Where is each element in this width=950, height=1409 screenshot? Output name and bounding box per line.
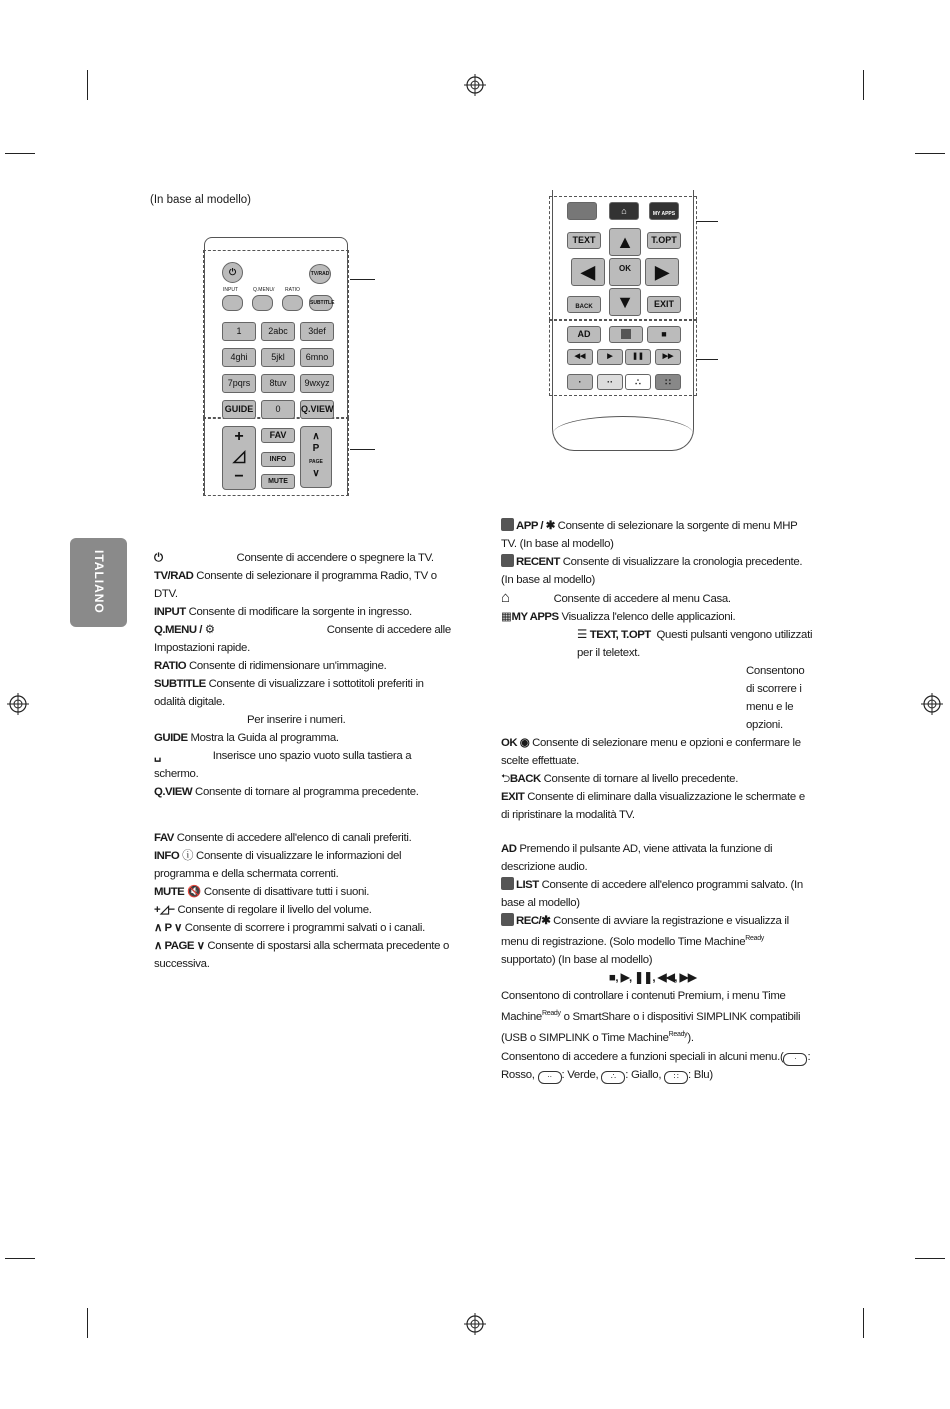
rewind-button-illus: ◀◀	[567, 349, 593, 365]
crop-mark	[5, 153, 35, 154]
info-key-illus: INFO	[261, 452, 295, 467]
desc-item	[154, 729, 454, 747]
number-key-illus: 4ghi	[222, 348, 256, 367]
playback-keys: ■, ▶, ❚❚, ◀◀, ▶▶	[609, 971, 697, 984]
desc-key: RATIO	[154, 660, 187, 672]
number-key-illus: 6mno	[300, 348, 334, 367]
back-button-illus: BACK	[567, 296, 601, 313]
desc-key: TV/RAD	[154, 570, 194, 582]
desc-text: Per inserire i numeri.	[247, 714, 346, 726]
fav-key-illus: FAV	[261, 428, 295, 443]
red-button-illus: ·	[567, 374, 593, 390]
grid-icon: ▦	[501, 611, 512, 623]
desc-key: Q.MENU /	[154, 624, 202, 636]
green-button-illus: ··	[597, 374, 623, 390]
color-label: : Blu)	[688, 1069, 713, 1082]
desc-text: Consente di scorrere i programmi salvati o i canali.	[184, 922, 425, 934]
desc-text: Consente di tornare al livello precedente.	[543, 773, 739, 785]
desc-key: APP / ✱	[516, 520, 555, 532]
stop-button-illus: ■	[647, 326, 681, 343]
desc-key: ∧ PAGE ∨	[154, 940, 205, 952]
zero-key-illus: 0	[261, 400, 295, 419]
desc-item	[501, 662, 815, 734]
remote-left-illustration	[204, 237, 348, 496]
power-button-illus: ⏻	[222, 262, 243, 283]
back-icon: ⮌	[501, 773, 510, 785]
desc-key: REC/✱	[516, 915, 551, 927]
play-button-illus: ▶	[597, 349, 623, 365]
desc-text: Questi pulsanti vengono utilizzati per il teletext.	[577, 629, 813, 659]
crop-mark	[87, 70, 88, 100]
app-button-illus	[567, 202, 597, 220]
green-key-icon: ··	[538, 1071, 562, 1084]
language-label: ITALIANO	[92, 550, 106, 614]
desc-key: EXIT	[501, 791, 525, 803]
pause-button-illus: ❚❚	[625, 349, 651, 365]
home-icon: ⌂	[501, 589, 510, 606]
desc-text: Consente di eliminare dalla visualizzazione le schermate e di ripristinare la modalità TV.	[501, 791, 805, 821]
registration-mark-icon	[921, 693, 943, 715]
right-arrow-illus: ▶	[645, 258, 679, 286]
text-icon: ☰	[577, 629, 587, 641]
callout-line	[350, 279, 375, 280]
desc-text: Consente di accedere all'elenco programmi salvato. (In base al modello)	[501, 879, 803, 909]
crop-mark	[863, 70, 864, 100]
guide-key-illus: GUIDE	[222, 400, 256, 419]
desc-key: OK ◉	[501, 737, 530, 749]
desc-item	[501, 608, 815, 626]
desc-item: Q.MENU / ⚙ Consente di accedere alle Impostazioni rapide.	[154, 624, 451, 654]
desc-key: ∧ P ∨	[154, 922, 182, 934]
desc-text: Consente di accedere alle Impostazioni rapide.	[154, 624, 451, 654]
desc-text: Consente di visualizzare le informazioni del programma e della schermata correnti.	[154, 850, 402, 880]
red-key-icon: ·	[783, 1053, 807, 1066]
callout-line	[350, 449, 375, 450]
desc-item	[154, 657, 454, 675]
desc-item	[154, 603, 454, 621]
desc-item	[501, 553, 815, 589]
color-label: : Verde,	[561, 1069, 602, 1082]
desc-item	[501, 788, 815, 824]
ready-superscript: Ready	[541, 1009, 561, 1017]
desc-item	[501, 876, 815, 912]
desc-text: Mostra la Guida al programma.	[190, 732, 339, 744]
number-key-illus: 8tuv	[261, 374, 295, 393]
desc-text: ).	[687, 1031, 694, 1044]
desc-text: Consente di disattivare tutti i suoni.	[203, 886, 370, 898]
desc-key: AD	[501, 843, 517, 855]
desc-item	[154, 919, 454, 937]
ratio-button-illus	[282, 295, 303, 311]
desc-text: Premendo il pulsante AD, viene attivata la funzione di descrizione audio.	[501, 843, 773, 873]
desc-text: Consente di visualizzare i sottotitoli preferiti in odalità digitale.	[154, 678, 424, 708]
subtitle-button-illus: SUBTITLE	[309, 295, 333, 311]
desc-text: Consente di accedere al menu Casa.	[553, 593, 731, 605]
desc-key: Q.VIEW	[154, 786, 193, 798]
ready-superscript: Ready	[668, 1030, 688, 1038]
color-label: : Giallo,	[625, 1069, 665, 1082]
color-label: : Rosso,	[501, 1051, 811, 1082]
left-description-list-b	[154, 829, 454, 973]
desc-key: ␣	[154, 750, 161, 762]
desc-text: Consente di spostarsi alla schermata precedente o successiva.	[154, 940, 450, 970]
up-arrow-illus: ▲	[609, 228, 641, 256]
desc-text: Consente di visualizzare la cronologia precedente. (In base al modello)	[501, 556, 803, 586]
desc-item	[154, 711, 454, 729]
desc-item	[154, 549, 454, 567]
ok-button-illus: OK	[609, 258, 641, 286]
desc-item	[154, 901, 454, 919]
input-button-illus	[222, 295, 243, 311]
desc-key: SUBTITLE	[154, 678, 206, 690]
crop-mark	[915, 1258, 945, 1259]
desc-key: RECENT	[516, 556, 560, 568]
volume-rocker-illus: + ◿ −	[222, 426, 256, 490]
number-key-illus: 1	[222, 322, 256, 341]
ready-superscript: Ready	[745, 935, 764, 942]
desc-item	[154, 937, 454, 973]
mute-key-illus: MUTE	[261, 474, 295, 489]
desc-key: +◿−	[154, 904, 175, 916]
number-key-illus: 7pqrs	[222, 374, 256, 393]
yellow-button-illus: ∴	[625, 374, 651, 390]
desc-item	[154, 675, 454, 711]
desc-key: GUIDE	[154, 732, 188, 744]
desc-text: supportato) (In base al modello)	[501, 953, 653, 966]
desc-item	[154, 829, 454, 847]
desc-item	[501, 1048, 815, 1084]
callout-line	[696, 359, 718, 360]
desc-item: MUTE 🔇 Consente di disattivare tutti i suoni.	[154, 886, 370, 898]
left-arrow-illus: ◀	[571, 258, 605, 286]
desc-key: INPUT	[154, 606, 186, 618]
left-description-list-a	[154, 549, 454, 801]
crop-mark	[915, 153, 945, 154]
desc-key: ⏻	[154, 552, 163, 564]
desc-key: INFO	[154, 850, 180, 862]
square-key-icon	[501, 518, 514, 531]
desc-text: Consente di selezionare la sorgente di menu MHP TV. (In base al modello)	[501, 520, 798, 550]
desc-item	[154, 567, 454, 603]
desc-text: Consente di selezionare il programma Radio, TV o DTV.	[154, 570, 437, 600]
number-key-illus: 2abc	[261, 322, 295, 341]
model-caption: (In base al modello)	[150, 194, 251, 206]
myapps-button-illus: MY APPS	[649, 202, 679, 220]
desc-text: Consente di regolare il livello del volume.	[177, 904, 372, 916]
desc-key: FAV	[154, 832, 174, 844]
blue-key-icon: ∷	[664, 1071, 688, 1084]
crop-mark	[863, 1308, 864, 1338]
desc-text: Inserisce uno spazio vuoto sulla tastiera a schermo.	[154, 750, 412, 780]
square-key-icon	[501, 554, 514, 567]
desc-text: Consente di modificare la sorgente in ingresso.	[188, 606, 412, 618]
desc-item	[501, 626, 815, 662]
blue-button-illus: ∷	[655, 374, 681, 390]
page-label: PAGE	[309, 459, 323, 465]
desc-key: MUTE	[154, 886, 185, 898]
desc-text: Consente di accedere all'elenco di canali preferiti.	[176, 832, 412, 844]
page-rocker-illus: ∧ P PAGE ∨	[300, 426, 332, 488]
square-key-icon	[501, 877, 514, 890]
list-button-illus	[609, 326, 643, 343]
desc-text: Consente di accendere o spegnere la TV.	[236, 552, 434, 564]
desc-text: o SmartShare o i dispositivi SIMPLINK compatibili (USB o SIMPLINK o Time Machine	[501, 1010, 801, 1044]
tvrad-button-illus: TV/RAD	[309, 264, 331, 284]
yellow-key-icon: ∴	[601, 1071, 625, 1084]
callout-line	[696, 221, 718, 222]
exit-button-illus: EXIT	[647, 296, 681, 313]
desc-item	[501, 734, 815, 770]
remote-bottom-arc	[553, 416, 693, 451]
crop-mark	[5, 1258, 35, 1259]
desc-key: MY APPS	[511, 611, 559, 623]
number-key-illus: 5jkl	[261, 348, 295, 367]
desc-item: INFO ⓘ Consente di visualizzare le informazioni del programma e della schermata correnti.	[154, 850, 402, 880]
desc-text: Consentono di accedere a funzioni speciali in alcuni menu.(	[501, 1051, 784, 1064]
topt-button-illus: T.OPT	[647, 232, 681, 249]
desc-item	[501, 987, 815, 1047]
desc-text: Visualizza l'elenco delle applicazioni.	[561, 611, 736, 623]
square-key-icon	[501, 913, 514, 926]
number-key-illus: 3def	[300, 322, 334, 341]
ad-button-illus: AD	[567, 326, 601, 343]
desc-text: Consente di selezionare menu e opzioni e confermare le scelte effettuate.	[501, 737, 801, 767]
registration-mark-icon	[464, 1313, 486, 1335]
number-key-illus: 9wxyz	[300, 374, 334, 393]
home-button-illus: ⌂	[609, 202, 639, 220]
qview-key-illus: Q.VIEW	[300, 400, 334, 419]
registration-mark-icon	[7, 693, 29, 715]
p-label: P	[312, 443, 320, 454]
qmenu-button-illus	[252, 295, 273, 311]
desc-text: Consente di avviare la registrazione e visualizza il menu di registrazione. (Solo modello Time Machine	[501, 915, 789, 948]
desc-item	[501, 840, 815, 876]
desc-text: Consente di ridimensionare un'immagine.	[188, 660, 387, 672]
input-label: INPUT	[223, 287, 238, 293]
desc-key: TEXT, T.OPT	[589, 629, 651, 641]
desc-text: Consente di tornare al programma precedente.	[195, 786, 419, 798]
qmenu-label: Q.MENU/	[253, 287, 275, 293]
desc-item	[501, 517, 815, 553]
remote-right-illustration	[552, 190, 694, 451]
ff-button-illus: ▶▶	[655, 349, 681, 365]
desc-item	[154, 747, 454, 783]
ratio-label: RATIO	[285, 287, 300, 293]
desc-item	[501, 912, 815, 969]
text-button-illus: TEXT	[567, 232, 601, 249]
desc-text: Consentono di scorrere i menu e le opzioni.	[746, 665, 805, 731]
right-description-list-a	[501, 517, 815, 824]
desc-item	[501, 589, 815, 608]
language-tab	[70, 538, 127, 627]
desc-item	[154, 783, 454, 801]
desc-item	[501, 770, 815, 788]
desc-key: BACK	[509, 773, 541, 785]
desc-text: Consentono di controllare i contenuti Premium, i menu Time Machine	[501, 989, 786, 1023]
right-description-list-b	[501, 840, 815, 1084]
crop-mark	[87, 1308, 88, 1338]
desc-key: LIST	[516, 879, 539, 891]
registration-mark-icon	[464, 74, 486, 96]
down-arrow-illus: ▼	[609, 288, 641, 316]
